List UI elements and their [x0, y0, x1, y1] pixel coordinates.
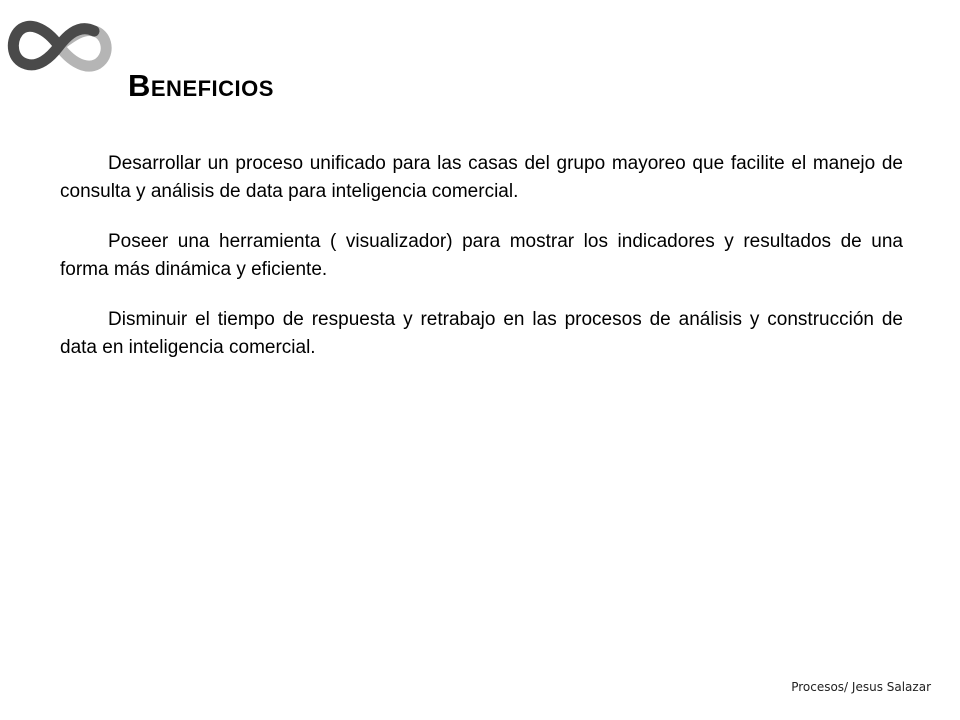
footer-author: Procesos/ Jesus Salazar — [791, 680, 931, 694]
paragraph-3: Disminuir el tiempo de respuesta y retrabajo en las procesos de análisis y construcción de data en inteligencia comercial. — [60, 309, 903, 358]
body-text — [60, 150, 903, 384]
page-title: Beneficios — [128, 68, 274, 103]
infinity-icon — [6, 14, 112, 78]
paragraph-2: Poseer una herramienta ( visualizador) para mostrar los indicadores y resultados de una forma más dinámica y eficiente. — [60, 231, 903, 280]
paragraph-1: Desarrollar un proceso unificado para las casas del grupo mayoreo que facilite el manejo de consulta y análisis de data para inteligencia comercial. — [60, 153, 903, 202]
